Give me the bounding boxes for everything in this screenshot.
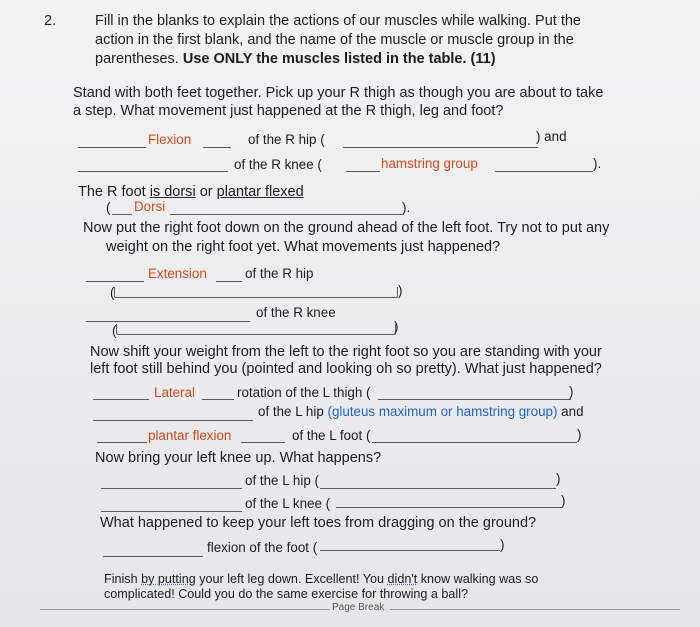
- intro-line-1: Stand with both feet together. Pick up your R thigh as though you are about to take: [73, 85, 604, 101]
- r-knee-label: of the R knee (: [234, 157, 322, 172]
- blank-line: [495, 171, 593, 172]
- r-foot-close: ).: [402, 200, 411, 215]
- l-hip-step4-action-blank[interactable]: [101, 488, 242, 489]
- answer-r-knee-muscle[interactable]: hamstring group: [381, 156, 478, 171]
- page-break-label: Page Break: [332, 602, 385, 613]
- answer-r-foot[interactable]: Dorsi: [134, 199, 166, 214]
- r-hip-step2-close: ): [398, 283, 403, 298]
- l-foot-muscle-blank[interactable]: [372, 442, 577, 443]
- r-foot-or: or: [195, 184, 217, 200]
- r-knee-step2-muscle-box[interactable]: [116, 324, 396, 335]
- blank-line: [202, 399, 234, 400]
- r-hip-step2-label: of the R hip: [245, 266, 314, 281]
- r-hip-close: ) and: [536, 129, 567, 144]
- answer-r-hip-action[interactable]: Flexion: [148, 132, 192, 147]
- blank-line: [86, 281, 144, 282]
- question-number: 2.: [44, 13, 57, 29]
- l-hip-sentence: [258, 403, 584, 420]
- l-hip-step4-close: ): [556, 471, 561, 486]
- l-hip-step4-muscle-blank[interactable]: [320, 488, 556, 489]
- answer-r-hip-step2-action[interactable]: Extension: [148, 266, 207, 281]
- l-hip-step4-label: of the L hip (: [245, 473, 319, 488]
- closing-end: know walking was so: [417, 572, 539, 586]
- r-knee-step2-label: of the R knee: [256, 305, 336, 320]
- step3-line-2: left foot still behind you (pointed and looking oh so pretty). What just happened?: [90, 361, 602, 377]
- closing-line-1: [104, 572, 538, 587]
- closing-line-2: complicated! Could you do the same exercise for throwing a ball?: [104, 587, 469, 601]
- l-knee-step4-action-blank[interactable]: [101, 511, 242, 512]
- r-hip-muscle-blank[interactable]: [343, 147, 538, 148]
- answer-l-foot-action[interactable]: plantar flexion: [148, 428, 232, 443]
- intro-line-2: a step. What movement just happened at the R thigh, leg and foot?: [73, 103, 504, 119]
- l-hip-label: of the L hip: [258, 404, 328, 419]
- foot-action-step5-blank[interactable]: [103, 556, 203, 557]
- r-foot-lead: The R foot: [78, 184, 150, 200]
- l-thigh-muscle-blank[interactable]: [378, 399, 571, 400]
- r-knee-step2-close: ): [394, 319, 399, 334]
- l-hip-muscle-options: (gluteus maximum or hamstring group): [327, 404, 558, 419]
- question-text-line-3-plain: parentheses.: [95, 51, 183, 67]
- foot-step5-close: ): [500, 537, 505, 552]
- l-thigh-label: rotation of the L thigh (: [237, 385, 371, 400]
- question-text-line-3-bold: Use ONLY the muscles listed in the table. (11): [182, 51, 496, 67]
- r-foot-option-plantar: plantar flexed: [216, 184, 304, 200]
- foot-step5-label: flexion of the foot (: [207, 540, 318, 555]
- closing-didnt: didn't: [387, 572, 418, 586]
- l-hip-and: and: [557, 404, 584, 419]
- r-hip-step2-muscle-box[interactable]: [114, 287, 398, 298]
- question-text-line-1: Fill in the blanks to explain the actions of our muscles while walking. Put the: [95, 13, 581, 29]
- blank-line: [346, 171, 380, 172]
- page-break-line-right: [390, 609, 680, 610]
- blank-line: [97, 442, 147, 443]
- blank-line: [93, 399, 149, 400]
- blank-line: [170, 214, 402, 215]
- r-foot-option-dorsi: is dorsi: [149, 184, 196, 200]
- r-knee-step2-action-blank[interactable]: [86, 321, 250, 322]
- foot-step5-muscle-blank[interactable]: [320, 550, 500, 551]
- l-knee-step4-close: ): [561, 493, 566, 508]
- step5-line-1: What happened to keep your left toes from dragging on the ground?: [100, 515, 537, 531]
- r-knee-step2-open: (: [112, 323, 117, 338]
- l-knee-step4-label: of the L knee (: [245, 496, 331, 511]
- r-knee-action-blank[interactable]: [78, 171, 228, 172]
- closing-mid: your left leg down. Excellent! You: [195, 572, 388, 586]
- l-foot-close: ): [577, 427, 582, 442]
- l-knee-step4-muscle-blank[interactable]: [336, 507, 562, 508]
- question-text-line-2: action in the first blank, and the name of the muscle or muscle group in the: [95, 32, 574, 48]
- blank-line: [241, 442, 285, 443]
- step3-line-1: Now shift your weight from the left to the right foot so you are standing with your: [90, 344, 602, 360]
- step4-line-1: Now bring your left knee up. What happens?: [95, 450, 382, 466]
- question-text-line-3: [95, 50, 496, 68]
- blank-line: [203, 147, 231, 148]
- blank-line: [216, 281, 242, 282]
- step2-line-2: weight on the right foot yet. What movements just happened?: [106, 239, 501, 255]
- answer-l-thigh-action[interactable]: Lateral: [154, 385, 195, 400]
- closing-by-putting: by putting: [141, 572, 196, 586]
- r-foot-open: (: [106, 200, 111, 215]
- blank-line: [112, 214, 132, 215]
- r-knee-close: ).: [593, 156, 602, 171]
- r-foot-sentence: [78, 183, 304, 201]
- l-foot-label: of the L foot (: [292, 428, 371, 443]
- page-break-line-left: [40, 609, 330, 610]
- closing-finish: Finish: [104, 572, 142, 586]
- r-hip-step2-open: (: [110, 285, 115, 300]
- l-hip-action-blank[interactable]: [93, 420, 253, 421]
- l-thigh-close: ): [569, 384, 574, 399]
- r-hip-label: of the R hip (: [248, 132, 325, 147]
- step2-line-1: Now put the right foot down on the ground ahead of the left foot. Try not to put any: [83, 220, 610, 236]
- blank-line: [78, 147, 146, 148]
